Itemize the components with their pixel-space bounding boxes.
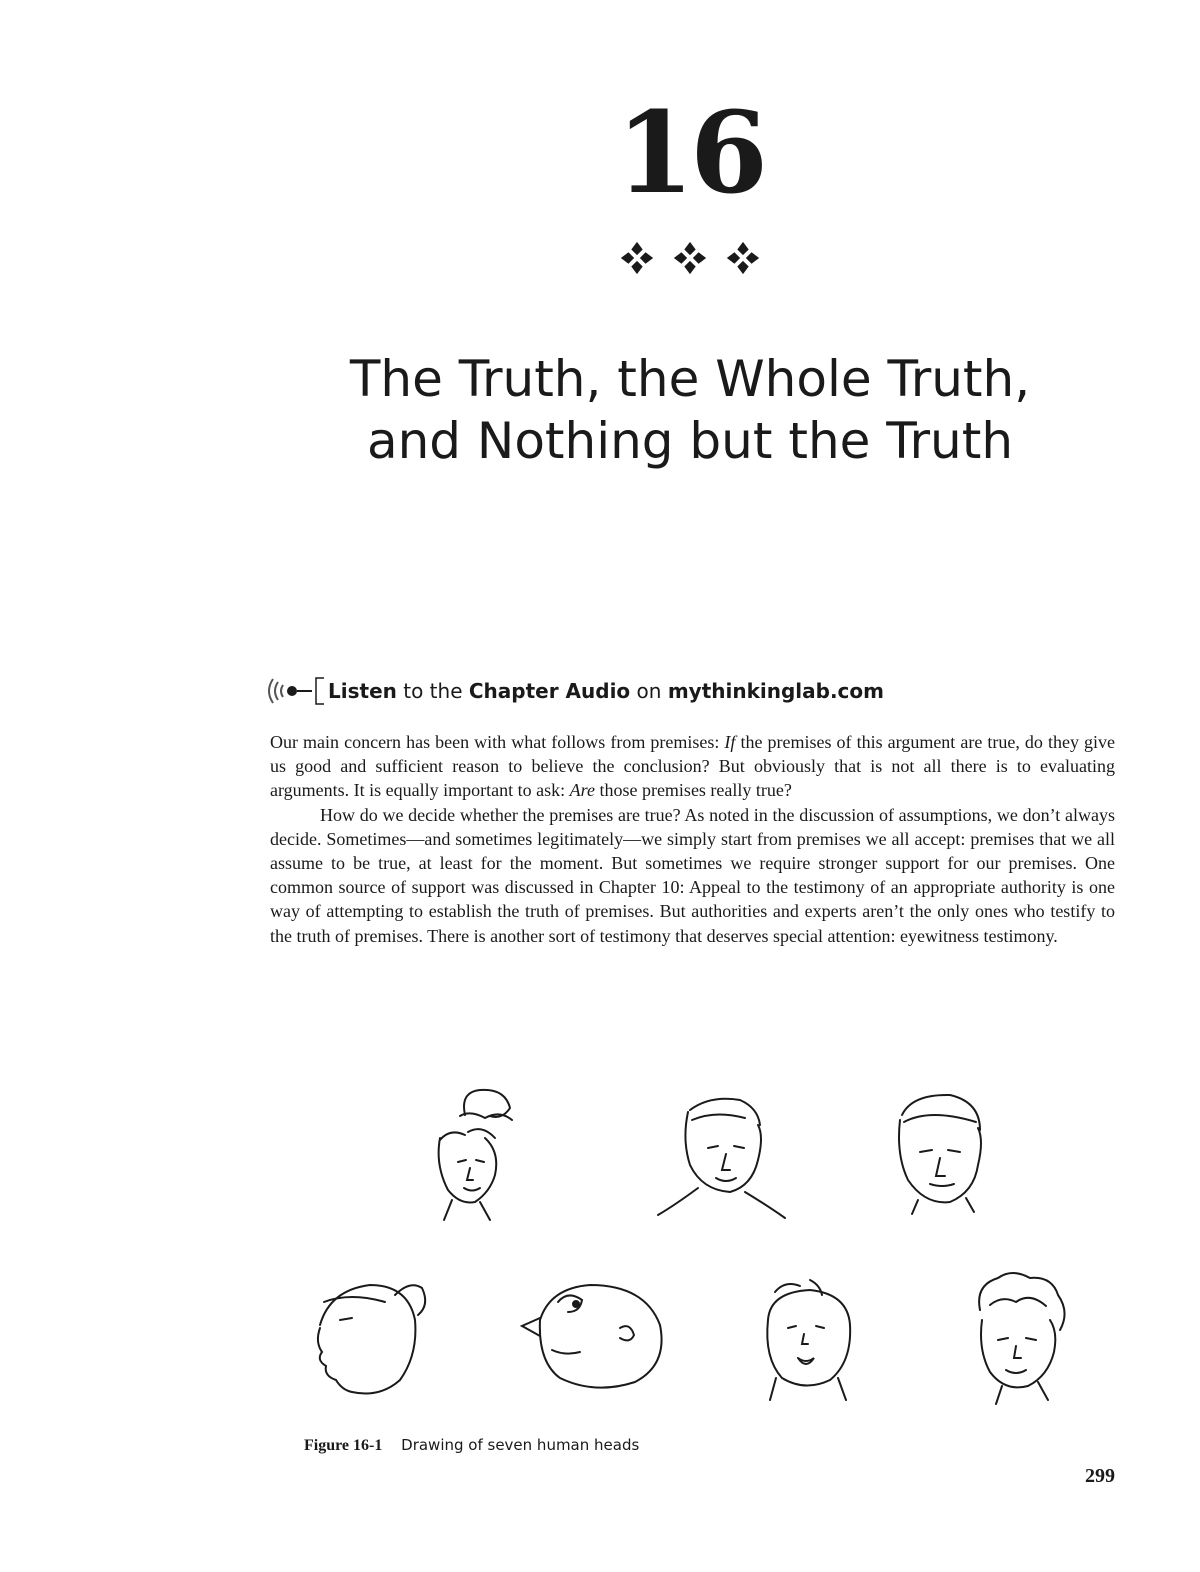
to-the-label: to the	[403, 679, 463, 703]
fleuron-diamond-icon	[671, 239, 709, 277]
head-drawing	[439, 1090, 512, 1220]
chapter-audio-link[interactable]	[264, 674, 884, 708]
page-number: 299	[1085, 1465, 1115, 1487]
chapter-title	[270, 348, 1110, 472]
fleuron-diamond-icon	[724, 239, 762, 277]
head-drawing	[979, 1273, 1064, 1404]
body-text	[270, 730, 1115, 948]
site-link[interactable]: mythinkinglab.com	[667, 679, 884, 703]
head-drawing	[767, 1280, 850, 1400]
figure-seven-heads	[290, 1080, 1110, 1430]
paragraph-1: Our main concern has been with what follows from premises: If the premises of this argument are true, do they give us good and sufficient reason to believe the conclusion? But obviously that is not all there is to evaluating arguments. It is equally important to ask: Are those premises really true?	[270, 732, 1116, 801]
listen-label: Listen	[328, 679, 397, 703]
figure-caption	[304, 1436, 639, 1455]
figure-caption-text: Drawing of seven human heads	[401, 1436, 640, 1454]
head-drawing	[658, 1099, 785, 1218]
head-drawing	[318, 1285, 425, 1394]
chapter-number: 16	[616, 88, 764, 219]
speaker-audio-icon	[264, 675, 326, 707]
chapter-title-line-1: The Truth, the Whole Truth,	[349, 350, 1031, 408]
head-drawing	[522, 1285, 662, 1388]
fleuron-diamond-icon	[618, 239, 656, 277]
chapter-audio-label: Chapter Audio	[468, 679, 631, 703]
head-drawing	[899, 1095, 981, 1214]
chapter-title-line-2: and Nothing but the Truth	[366, 412, 1014, 470]
ornament-row	[618, 238, 762, 278]
figure-label: Figure 16-1	[304, 1437, 383, 1454]
paragraph-2: How do we decide whether the premises are true? As noted in the discussion of assumptions, we don’t always decide. Sometimes—and sometimes legitimately—we simply start from premises we all accept: premises that we all assume to be true, at least for the moment. But sometimes we require stronger support for our premises. One common source of support was discussed in Chapter 10: Appeal to the testimony of an appropriate authority is one way of attempting to establish the truth of premises. But authorities and experts aren’t the only ones who testify to the truth of premises. There is another sort of testimony that deserves special attention: eyewitness testimony.	[270, 804, 1115, 946]
on-label: on	[636, 679, 662, 703]
